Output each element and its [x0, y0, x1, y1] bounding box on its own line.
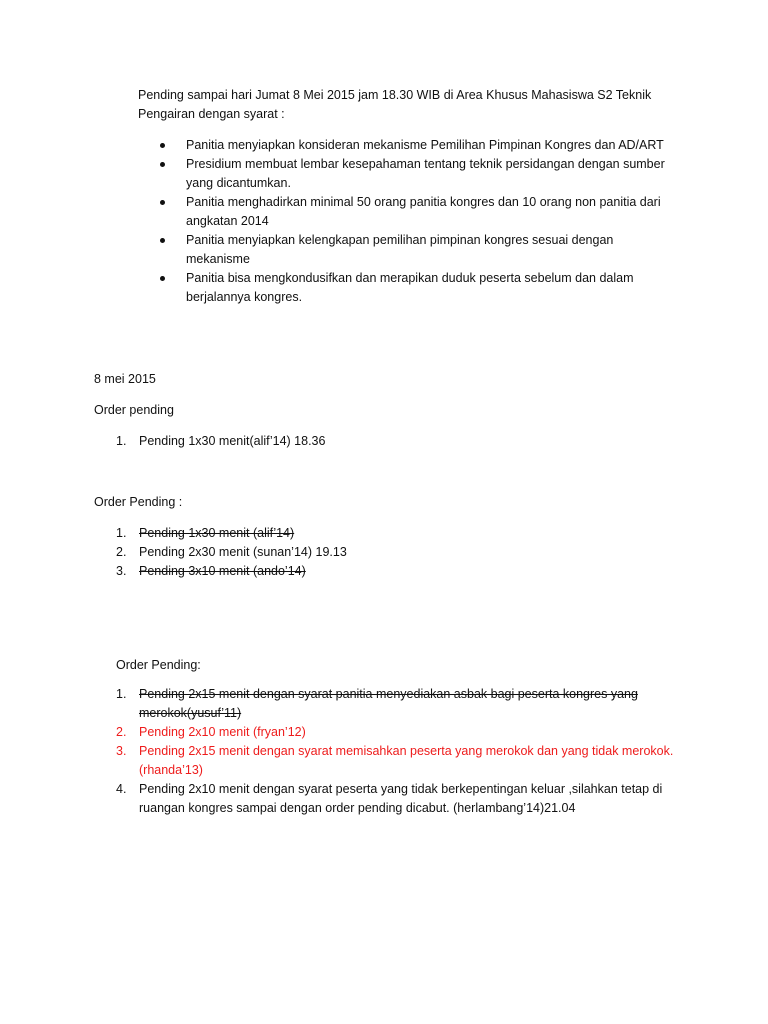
bullet-icon [160, 162, 165, 167]
list-item [138, 269, 678, 307]
list-item [116, 432, 676, 451]
list-number: 2. [116, 545, 127, 559]
order-list-3 [116, 685, 676, 818]
list-number: 3. [116, 564, 127, 578]
list-item-text: Pending 1x30 menit (alif’14) [139, 526, 295, 540]
section-heading-order-pending-3: Order Pending: [116, 658, 201, 672]
list-item [116, 543, 676, 562]
list-item-text: Pending 3x10 menit (ando’14) [139, 564, 306, 578]
list-number: 1. [116, 687, 127, 701]
list-item-struck [116, 685, 676, 723]
conditions-list [138, 136, 678, 307]
list-item-struck [116, 524, 676, 543]
bullet-icon [160, 143, 165, 148]
list-number: 1. [116, 434, 127, 448]
list-item-text: Panitia menyiapkan kelengkapan pemilihan pimpinan kongres sesuai dengan mekanisme [186, 233, 614, 266]
section-heading-order-pending-1: Order pending [94, 403, 174, 417]
list-item-text: Panitia menghadirkan minimal 50 orang panitia kongres dan 10 orang non panitia dari angkatan 2014 [186, 195, 661, 228]
list-item [138, 136, 678, 155]
list-item [138, 155, 678, 193]
list-item-text: Panitia menyiapkan konsideran mekanisme Pemilihan Pimpinan Kongres dan AD/ART [186, 138, 664, 152]
bullet-icon [160, 200, 165, 205]
list-item-text: Pending 1x30 menit(alif’14) 18.36 [139, 434, 326, 448]
list-number: 3. [116, 744, 127, 758]
section-heading-order-pending-2: Order Pending : [94, 495, 183, 509]
list-item-red [116, 742, 676, 780]
list-item [138, 193, 678, 231]
list-item-text: Pending 2x30 menit (sunan’14) 19.13 [139, 545, 347, 559]
list-item-red [116, 723, 676, 742]
bullet-icon [160, 238, 165, 243]
intro-paragraph: Pending sampai hari Jumat 8 Mei 2015 jam 18.30 WIB di Area Khusus Mahasiswa S2 Teknik Pengairan dengan syarat : [138, 88, 652, 121]
list-item-text: Pending 2x15 menit dengan syarat memisahkan peserta yang merokok dan yang tidak merokok. (rhanda’13) [139, 744, 674, 777]
list-item [116, 780, 676, 818]
list-number: 2. [116, 725, 127, 739]
list-item-text: Presidium membuat lembar kesepahaman tentang teknik persidangan dengan sumber yang dicantumkan. [186, 157, 665, 190]
list-item-text: Pending 2x10 menit dengan syarat peserta yang tidak berkepentingan keluar ,silahkan tetap di ruangan kongres sampai dengan order pending dicabut. (herlambang’14)21.04 [139, 782, 663, 815]
date-label: 8 mei 2015 [94, 372, 156, 386]
list-number: 4. [116, 782, 127, 796]
order-list-1 [116, 432, 676, 451]
list-item-struck [116, 562, 676, 581]
bullet-icon [160, 276, 165, 281]
order-list-2 [116, 524, 676, 581]
list-item [138, 231, 678, 269]
list-item-text: Pending 2x15 menit dengan syarat panitia menyediakan asbak bagi peserta kongres yang merokok(yusuf’11) [139, 687, 638, 720]
list-item-text: Pending 2x10 menit (fryan’12) [139, 725, 306, 739]
list-item-text: Panitia bisa mengkondusifkan dan merapikan duduk peserta sebelum dan dalam berjalannya kongres. [186, 271, 634, 304]
list-number: 1. [116, 526, 127, 540]
